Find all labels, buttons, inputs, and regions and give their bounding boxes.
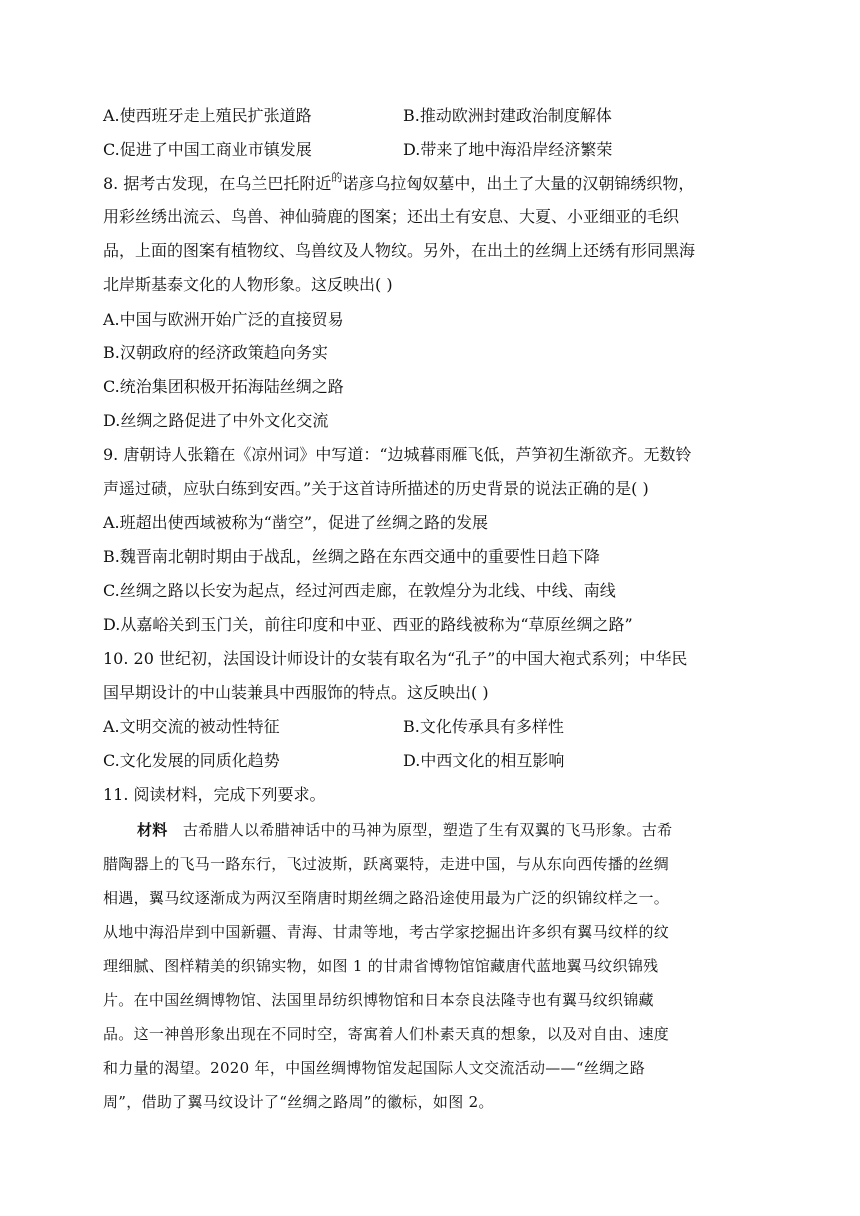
- q7-option-c: C.促进了中国工商业市镇发展: [103, 140, 312, 159]
- q11-material-label: 材料: [137, 821, 168, 839]
- q11-material-line-6: 片。在中国丝绸博物馆、法国里昂纺织博物馆和日本奈良法隆寺也有翼马纹织锦藏: [103, 991, 654, 1009]
- q9-stem-line-1: 9. 唐朝诗人张籍在《凉州词》中写道：“边城暮雨雁飞低，芦笋初生渐欲齐。无数铃: [103, 445, 692, 464]
- q7-options-row-2: [103, 139, 613, 161]
- q7-option-a: A.使西班牙走上殖民扩张道路: [103, 106, 312, 125]
- q10-option-a: A.文明交流的被动性特征: [103, 717, 280, 736]
- q10-stem-line-2: 国早期设计的中山装兼具中西服饰的特点。这反映出( ): [103, 683, 489, 702]
- q8-stem-line-1: [103, 173, 694, 197]
- q11-material-line-4: 从地中海沿岸到中国新疆、青海、甘肃等地，考古学家挖掘出许多织有翼马纹样的纹: [103, 923, 670, 941]
- q10-options-row-1: [103, 716, 564, 738]
- q9-option-c: C.丝绸之路以长安为起点，经过河西走廊，在敦煌分为北线、中线、南线: [103, 581, 616, 600]
- q10-option-d: D.中西文化的相互影响: [403, 751, 565, 770]
- q7-option-b: B.推动欧洲封建政治制度解体: [403, 106, 612, 125]
- q9-stem-line-2: 声遥过碛，应驮白练到安西。”关于这首诗所描述的历史背景的说法正确的是( ): [103, 479, 649, 498]
- q11-material-line-2: 腊陶器上的飞马一路东行，飞过波斯，跃离粟特，走进中国，与从东向西传播的丝绸: [103, 855, 670, 873]
- q8-option-d: D.丝绸之路促进了中外文化交流: [103, 411, 329, 430]
- q7-options-row-1: [103, 105, 612, 127]
- q11-material-line-3: 相遇，翼马纹逐渐成为两汉至隋唐时期丝绸之路沿途使用最为广泛的织锦纹样之一。: [103, 889, 670, 907]
- q8-stem-line-2: 用彩丝绣出流云、鸟兽、神仙骑鹿的图案；还出土有安息、大夏、小亚细亚的毛织: [103, 207, 680, 226]
- q8-stem-part-a: 8. 据考古发现，在乌兰巴托附近: [103, 174, 332, 193]
- q11-material-line-1: [137, 819, 672, 841]
- q8-stem-superscript: 的: [331, 171, 343, 184]
- q11-material-line-7: 品。这一神兽形象出现在不同时空，寄寓着人们朴素天真的想象，以及对自由、速度: [103, 1025, 670, 1043]
- q10-options-row-2: [103, 750, 565, 772]
- q7-option-d: D.带来了地中海沿岸经济繁荣: [403, 140, 613, 159]
- q10-option-b: B.文化传承具有多样性: [403, 717, 564, 736]
- q11-material-line-1-text: 古希腊人以希腊神话中的马神为原型，塑造了生有双翼的飞马形象。古希: [182, 821, 673, 839]
- q9-option-a: A.班超出使西域被称为“凿空”，促进了丝绸之路的发展: [103, 513, 489, 532]
- q10-option-c: C.文化发展的同质化趋势: [103, 751, 280, 770]
- q8-option-b: B.汉朝政府的经济政策趋向务实: [103, 343, 328, 362]
- q10-stem-line-1: 10. 20 世纪初，法国设计师设计的女装有取名为“孔子”的中国大袍式系列；中华民: [103, 649, 688, 668]
- q8-stem-part-b: 诺彦乌拉匈奴墓中，出土了大量的汉朝锦绣织物，: [342, 174, 695, 193]
- q11-stem: 11. 阅读材料，完成下列要求。: [103, 785, 326, 804]
- q9-option-d: D.从嘉峪关到玉门关，前往印度和中亚、西亚的路线被称为“草原丝绸之路”: [103, 615, 633, 634]
- q8-stem-line-3: 品，上面的图案有植物纹、鸟兽纹及人物纹。另外，在出土的丝绸上还绣有形同黑海: [103, 241, 696, 260]
- q8-option-a: A.中国与欧洲开始广泛的直接贸易: [103, 310, 344, 329]
- q9-option-b: B.魏晋南北朝时期由于战乱，丝绸之路在东西交通中的重要性日趋下降: [103, 547, 600, 566]
- q11-material-line-9: 周”，借助了翼马纹设计了“丝绸之路周”的徽标，如图 2。: [103, 1093, 494, 1111]
- q11-material-line-8: 和力量的渴望。2020 年，中国丝绸博物馆发起国际人文交流活动——“丝绸之路: [103, 1059, 646, 1077]
- q8-stem-line-4: 北岸斯基泰文化的人物形象。这反映出( ): [103, 275, 393, 294]
- q8-option-c: C.统治集团积极开拓海陆丝绸之路: [103, 377, 344, 396]
- q11-material-line-5: 理细腻、图样精美的织锦实物，如图 1 的甘肃省博物馆馆藏唐代蓝地翼马纹织锦残: [103, 957, 659, 975]
